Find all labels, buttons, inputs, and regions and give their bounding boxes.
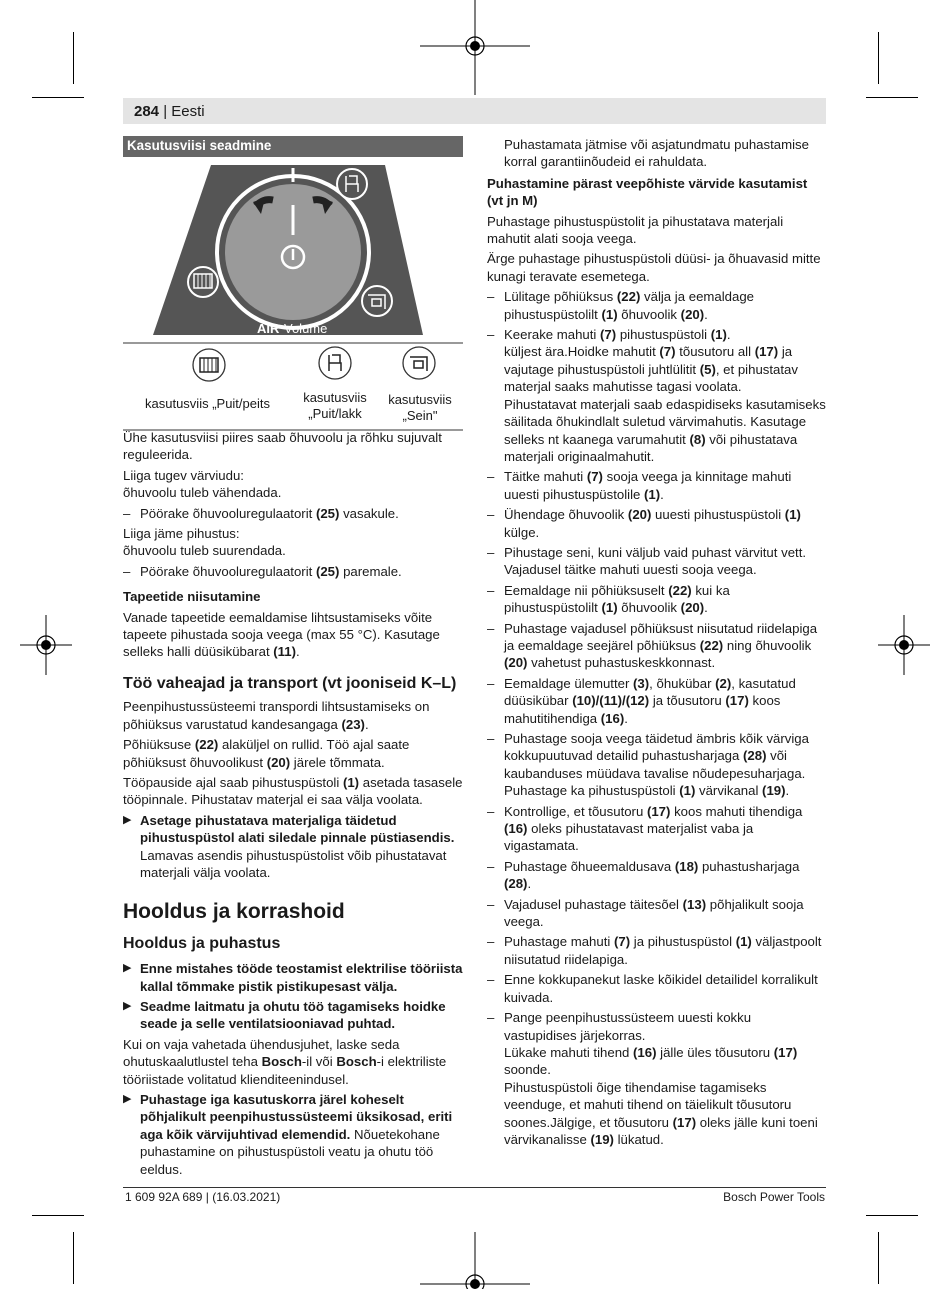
paragraph: Põhiüksuse (22) alaküljel on rullid. Töö ajal saate põhiüksust õhuvoolikust (20) järele tõmmata. xyxy=(123,737,410,770)
registration-mark-bottom xyxy=(420,1232,530,1289)
footer-rule xyxy=(123,1187,826,1188)
page-header xyxy=(134,103,205,120)
triangle-bullet-icon: ▶ xyxy=(123,1093,132,1105)
triangle-bullet-icon: ▶ xyxy=(123,813,132,826)
registration-mark-top xyxy=(420,0,530,95)
wall-icon xyxy=(362,286,392,316)
list-item: – Enne kokkupanekut laske kõikidel detailidel korralikult kuivada. xyxy=(487,972,818,1005)
dial-brand-bold: AIR xyxy=(257,321,280,336)
crop-mark xyxy=(32,1215,84,1216)
list-item: – Eemaldage ülemutter (3), õhukübar (2), kasutatud düüsikübar (10)/(11)/(12) ja tõusutoru (17) koos mahutitihendiga (16). xyxy=(487,675,796,726)
paragraph: õhuvoolu tuleb suurendada. xyxy=(123,543,286,559)
list-item: – Pihustage seni, kuni väljub vaid puhast värvitut vett. Vajadusel täitke mahuti uuesti sooja veega. xyxy=(487,544,807,578)
right-column xyxy=(487,136,827,1151)
crop-mark xyxy=(866,1215,918,1216)
section-heading: Hooldus ja puhastus xyxy=(123,934,281,952)
footer-doc-id: 1 609 92A 689 | (16.03.2021) xyxy=(125,1190,281,1204)
warning-item: ▶ Seadme laitmatu ja ohutu töö tagamiseks hoidke seade ja selle ventilatsiooniavad puhtad. xyxy=(123,998,446,1032)
radiator-icon xyxy=(188,267,218,297)
mode-label-2: kasutusviis „Puit/lakk xyxy=(303,390,367,421)
crop-mark xyxy=(866,97,918,98)
left-column xyxy=(123,429,465,1181)
list-item: – Puhastage sooja veega täidetud ämbris kõik värviga kokkupuutuvad detailid puhastusharjaga (28) või kaubanduses müüdava tavalise nõudepesuharjaga. Puhastage ka pihustuspüstoli (1) värvikanal (19). xyxy=(487,731,809,799)
list-item: – Puhastage õhueemaldusava (18) puhastusharjaga (28). xyxy=(487,858,800,892)
crop-mark xyxy=(73,1232,74,1284)
header-separator: | xyxy=(163,103,168,120)
list-item: – Lülitage põhiüksus (22) välja ja eemaldage pihustuspüstolilt (1) õhuvoolik (20). xyxy=(487,289,754,322)
footer-brand: Bosch Power Tools xyxy=(723,1190,825,1204)
section-heading: Puhastamine pärast veepõhiste värvide kasutamist (vt jn M) xyxy=(487,175,808,209)
paragraph: Ärge puhastage pihustuspüstoli düüsi- ja õhuavasid mitte kunagi teravate esemetega. xyxy=(487,251,821,284)
paragraph: Ühe kasutusviisi piires saab õhuvoolu ja rõhku sujuvalt reguleerida. xyxy=(123,430,442,463)
mode-label-3: kasutusviis „Sein" xyxy=(388,392,452,423)
registration-mark-right xyxy=(878,615,930,675)
paragraph: Liiga jäme pihustus: xyxy=(123,526,240,542)
crop-mark xyxy=(32,97,84,98)
paragraph: Peenpihustussüsteemi transpordi lihtsustamiseks on põhiüksus varustatud kandesangaga (23). xyxy=(123,699,430,732)
triangle-bullet-icon: ▶ xyxy=(123,962,132,975)
header-language: Eesti xyxy=(171,103,205,120)
paragraph: Kui on vaja vahetada ühendusjuhet, laske seda ohutuskaalutlustel teha Bosch-il või Bosch-i elektriliste tööriistade volitatud klienditeenindusel. xyxy=(123,1036,447,1087)
crop-mark xyxy=(878,32,879,84)
paragraph: Puhastamata jätmise või asjatundmatu puhastamise korral garantiinõudeid ei rahuldata. xyxy=(504,137,809,170)
list-item: – Keerake mahuti (7) pihustuspüstoli (1). küljest ära.Hoidke mahutit (7) tõusutoru all (17) ja vajutage pihustuspüstoli juhtlülitit (5), et pihustatav materjal saaks mahutisse tagasi voolata. Pihustatavat materjali saab edaspidiseks kasutamiseks säilitada õhukindlalt suletud värvimahutis. Kasutage selleks nt kaanega varumahutit (8) või pihustatava materjali originaalmahutit. xyxy=(487,327,826,464)
paragraph: Liiga tugev värviudu: xyxy=(123,467,244,483)
paragraph: Tööpauside ajal saab pihustuspüstoli (1) asetada tasasele tööpinnale. Pihustatav materjal ei saa välja voolata. xyxy=(123,774,463,808)
list-item: – Ühendage õhuvoolik (20) uuesti pihustuspüstoli (1) külge. xyxy=(487,507,801,540)
paragraph: Vanade tapeetide eemaldamise lihtsustamiseks võite tapeete pihustada sooja veega (max 55 °C). Kasutage selleks halli düüsikübarat (11). xyxy=(123,609,440,660)
list-item: – Vajadusel puhastage täitesõel (13) põhjalikult sooja veega. xyxy=(487,896,804,930)
page-number: 284 xyxy=(134,103,160,120)
crop-mark xyxy=(878,1232,879,1284)
radiator-icon xyxy=(193,349,225,381)
section-heading: Tapeetide niisutamine xyxy=(123,589,261,605)
section-heading: Töö vaheajad ja transport (vt jooniseid K–L) xyxy=(123,674,457,692)
list-item: – Puhastage vajadusel põhiüksust niisutatud riidelapiga ja eemaldage seejärel põhiüksus (22) ning õhuvoolik (20) vahetust puhastuskeskkonnast. xyxy=(487,620,818,671)
paragraph: õhuvoolu tuleb vähendada. xyxy=(123,485,282,501)
list-item: – Pange peenpihustussüsteem uuesti kokku vastupidises järjekorras. Lükake mahuti tihend (16) jälle üles tõusutoru (17) soonde. Pihustuspüstoli õige tihendamise tagamiseks veenduge, et mahuti tihend on täielikult tõusutoru soones.Jälgige, et tõusutoru (17) oleks jälle kuni toeni värvikanalisse (19) lükatud. xyxy=(487,1010,818,1147)
list-item: – Täitke mahuti (7) sooja veega ja kinnitage mahuti uuesti pihustuspüstolile (1). xyxy=(487,469,792,502)
page-header-band xyxy=(123,98,826,124)
cleaning-steps-list xyxy=(487,288,827,1148)
chapter-heading: Hooldus ja korrashoid xyxy=(123,900,345,924)
figure-title: Kasutusviisi seadmine xyxy=(127,138,272,153)
paragraph: Puhastage pihustuspüstolit ja pihustatava materjali mahutit alati sooja veega. xyxy=(487,213,784,247)
wall-icon xyxy=(403,347,435,379)
list-item: – Pöörake õhuvooluregulaatorit (25) paremale. xyxy=(123,563,402,579)
list-item: – Kontrollige, et tõusutoru (17) koos mahuti tihendiga (16) oleks pihustatavast materjalist vaba ja vigastamata. xyxy=(487,803,803,854)
list-item: – Eemaldage nii põhiüksuselt (22) kui ka pihustuspüstolilt (1) õhuvoolik (20). xyxy=(487,582,730,616)
warning-item: ▶ Enne mistahes tööde teostamist elektrilise tööriista kallal tõmmake pistik pistikupesast välja. xyxy=(123,961,463,994)
dial-brand-light: Volume xyxy=(284,321,328,336)
figure-title-bar xyxy=(123,136,463,157)
list-item: – Pöörake õhuvooluregulaatorit (25) vasakule. xyxy=(123,505,399,521)
triangle-bullet-icon: ▶ xyxy=(123,999,132,1012)
mode-label-1: kasutusviis „Puit/peits xyxy=(145,396,270,411)
warning-item: ▶ Puhastage iga kasutuskorra järel koheselt põhjalikult peenpihustussüsteemi üksikosad, eriti aga kõik värvijuhtivad elemendid. Nõuetekohane puhastamine on pihustuspüstoli veatu ja ohutu töö eeldus. xyxy=(123,1092,453,1177)
crop-mark xyxy=(73,32,74,84)
list-item: – Puhastage mahuti (7) ja pihustuspüstol (1) väljastpoolt niisutatud riidelapiga. xyxy=(487,934,822,967)
warning-item: ▶ Asetage pihustatava materjaliga täidetud pihustuspüstol alati siledale pinnale püstiasendis. Lamavas asendis pihustuspüstolist võib pihustatavat materjali välja voolata. xyxy=(123,812,455,880)
registration-mark-left xyxy=(20,615,72,675)
